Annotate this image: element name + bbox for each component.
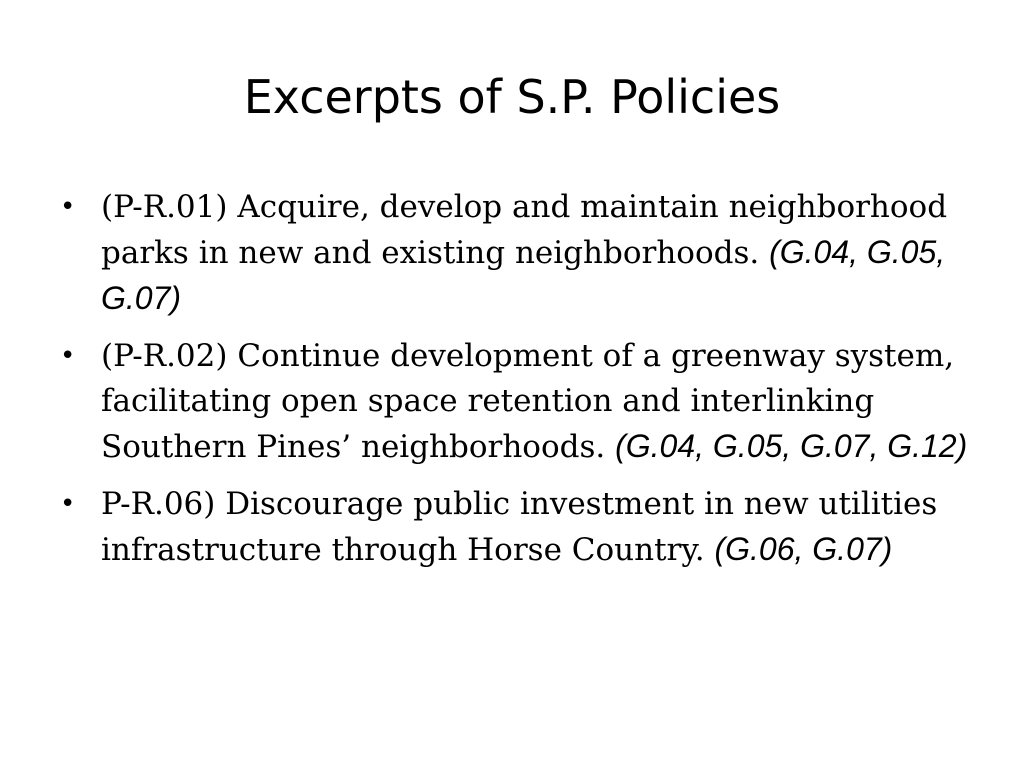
slide-title: Excerpts of S.P. Policies bbox=[243, 70, 781, 124]
bullet-marker: • bbox=[60, 489, 76, 519]
bullet-text: (P-R.02) Continue development of a greenway system, facilitating open space retention and interlinking Southern Pines’ neighborhoods. bbox=[101, 338, 955, 465]
bullet-list bbox=[58, 185, 978, 585]
bullet-item bbox=[58, 185, 978, 322]
bullet-item bbox=[58, 334, 978, 470]
bullet-item bbox=[58, 482, 978, 573]
bullet-marker: • bbox=[60, 341, 76, 371]
bullet-text: (P-R.01) Acquire, develop and maintain neighborhood parks in new and existing neighborhoods. bbox=[101, 189, 948, 271]
goal-reference: (G.04, G.05, G.07) bbox=[101, 234, 946, 316]
goal-reference: (G.04, G.05, G.07, G.12) bbox=[615, 428, 968, 464]
bullet-marker: • bbox=[60, 192, 76, 222]
bullet-text: P-R.06) Discourage public investment in new utilities infrastructure through Horse Country. bbox=[101, 486, 938, 568]
goal-reference: (G.06, G.07) bbox=[714, 531, 893, 567]
